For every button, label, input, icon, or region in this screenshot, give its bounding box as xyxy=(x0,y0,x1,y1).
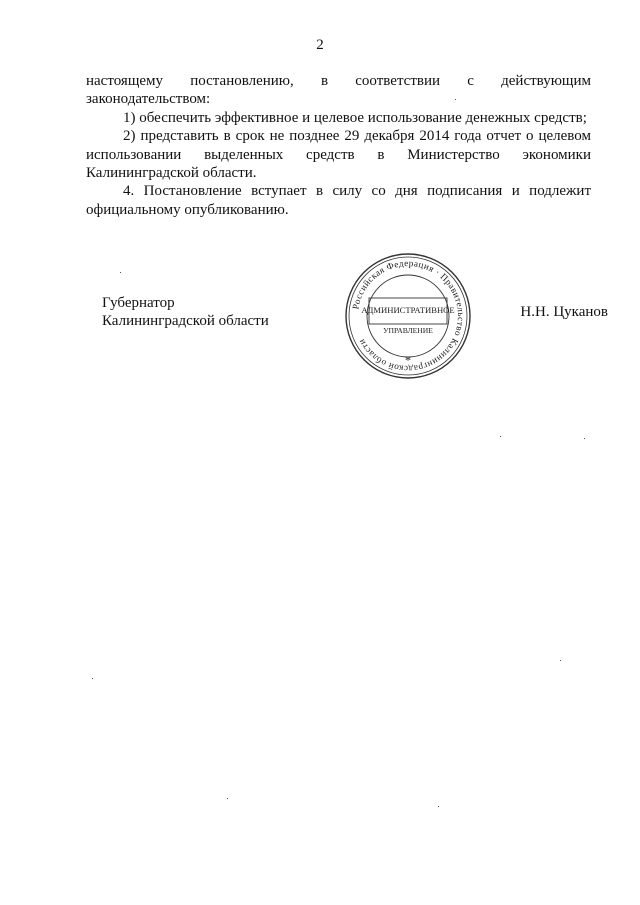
page-number: 2 xyxy=(316,37,324,53)
scan-speck xyxy=(584,438,585,439)
seal-ring-text: Российская Федерация · Правительство Калининградской области xyxy=(350,257,467,375)
paragraph-intro: настоящему постановлению, в соответствии с действующим законодательством: xyxy=(86,73,591,108)
official-seal-graphic xyxy=(343,251,473,381)
scan-speck xyxy=(455,99,456,100)
signatory-position-line-2: Калининградской области xyxy=(102,313,269,330)
scan-speck xyxy=(227,798,228,799)
document-body xyxy=(86,72,591,219)
seal-center-line-1: АДМИНИСТРАТИВНОЕ xyxy=(361,305,455,315)
scan-speck xyxy=(560,660,561,661)
scan-speck xyxy=(500,436,501,437)
paragraph-clause-4: 4. Постановление вступает в силу со дня подписания и подлежит официальному опубликованию. xyxy=(86,183,591,218)
paragraph-item-2: 2) представить в срок не позднее 29 декабря 2014 года отчет о целевом использовании выделенных средств в Министерство экономики Калининградской области. xyxy=(86,128,591,182)
scan-speck xyxy=(438,806,439,807)
scan-speck xyxy=(92,678,93,679)
scan-speck xyxy=(120,272,121,273)
seal-bottom-mark: * xyxy=(405,353,411,367)
seal-center-line-2: УПРАВЛЕНИЕ xyxy=(383,326,433,335)
signatory-position-line-1: Губернатор xyxy=(102,295,175,311)
signatory-name: Н.Н. Цуканов xyxy=(520,304,608,320)
paragraph-item-1: 1) обеспечить эффективное и целевое использование денежных средств; xyxy=(123,109,587,126)
official-seal xyxy=(343,251,473,381)
signatory-position xyxy=(102,294,269,331)
